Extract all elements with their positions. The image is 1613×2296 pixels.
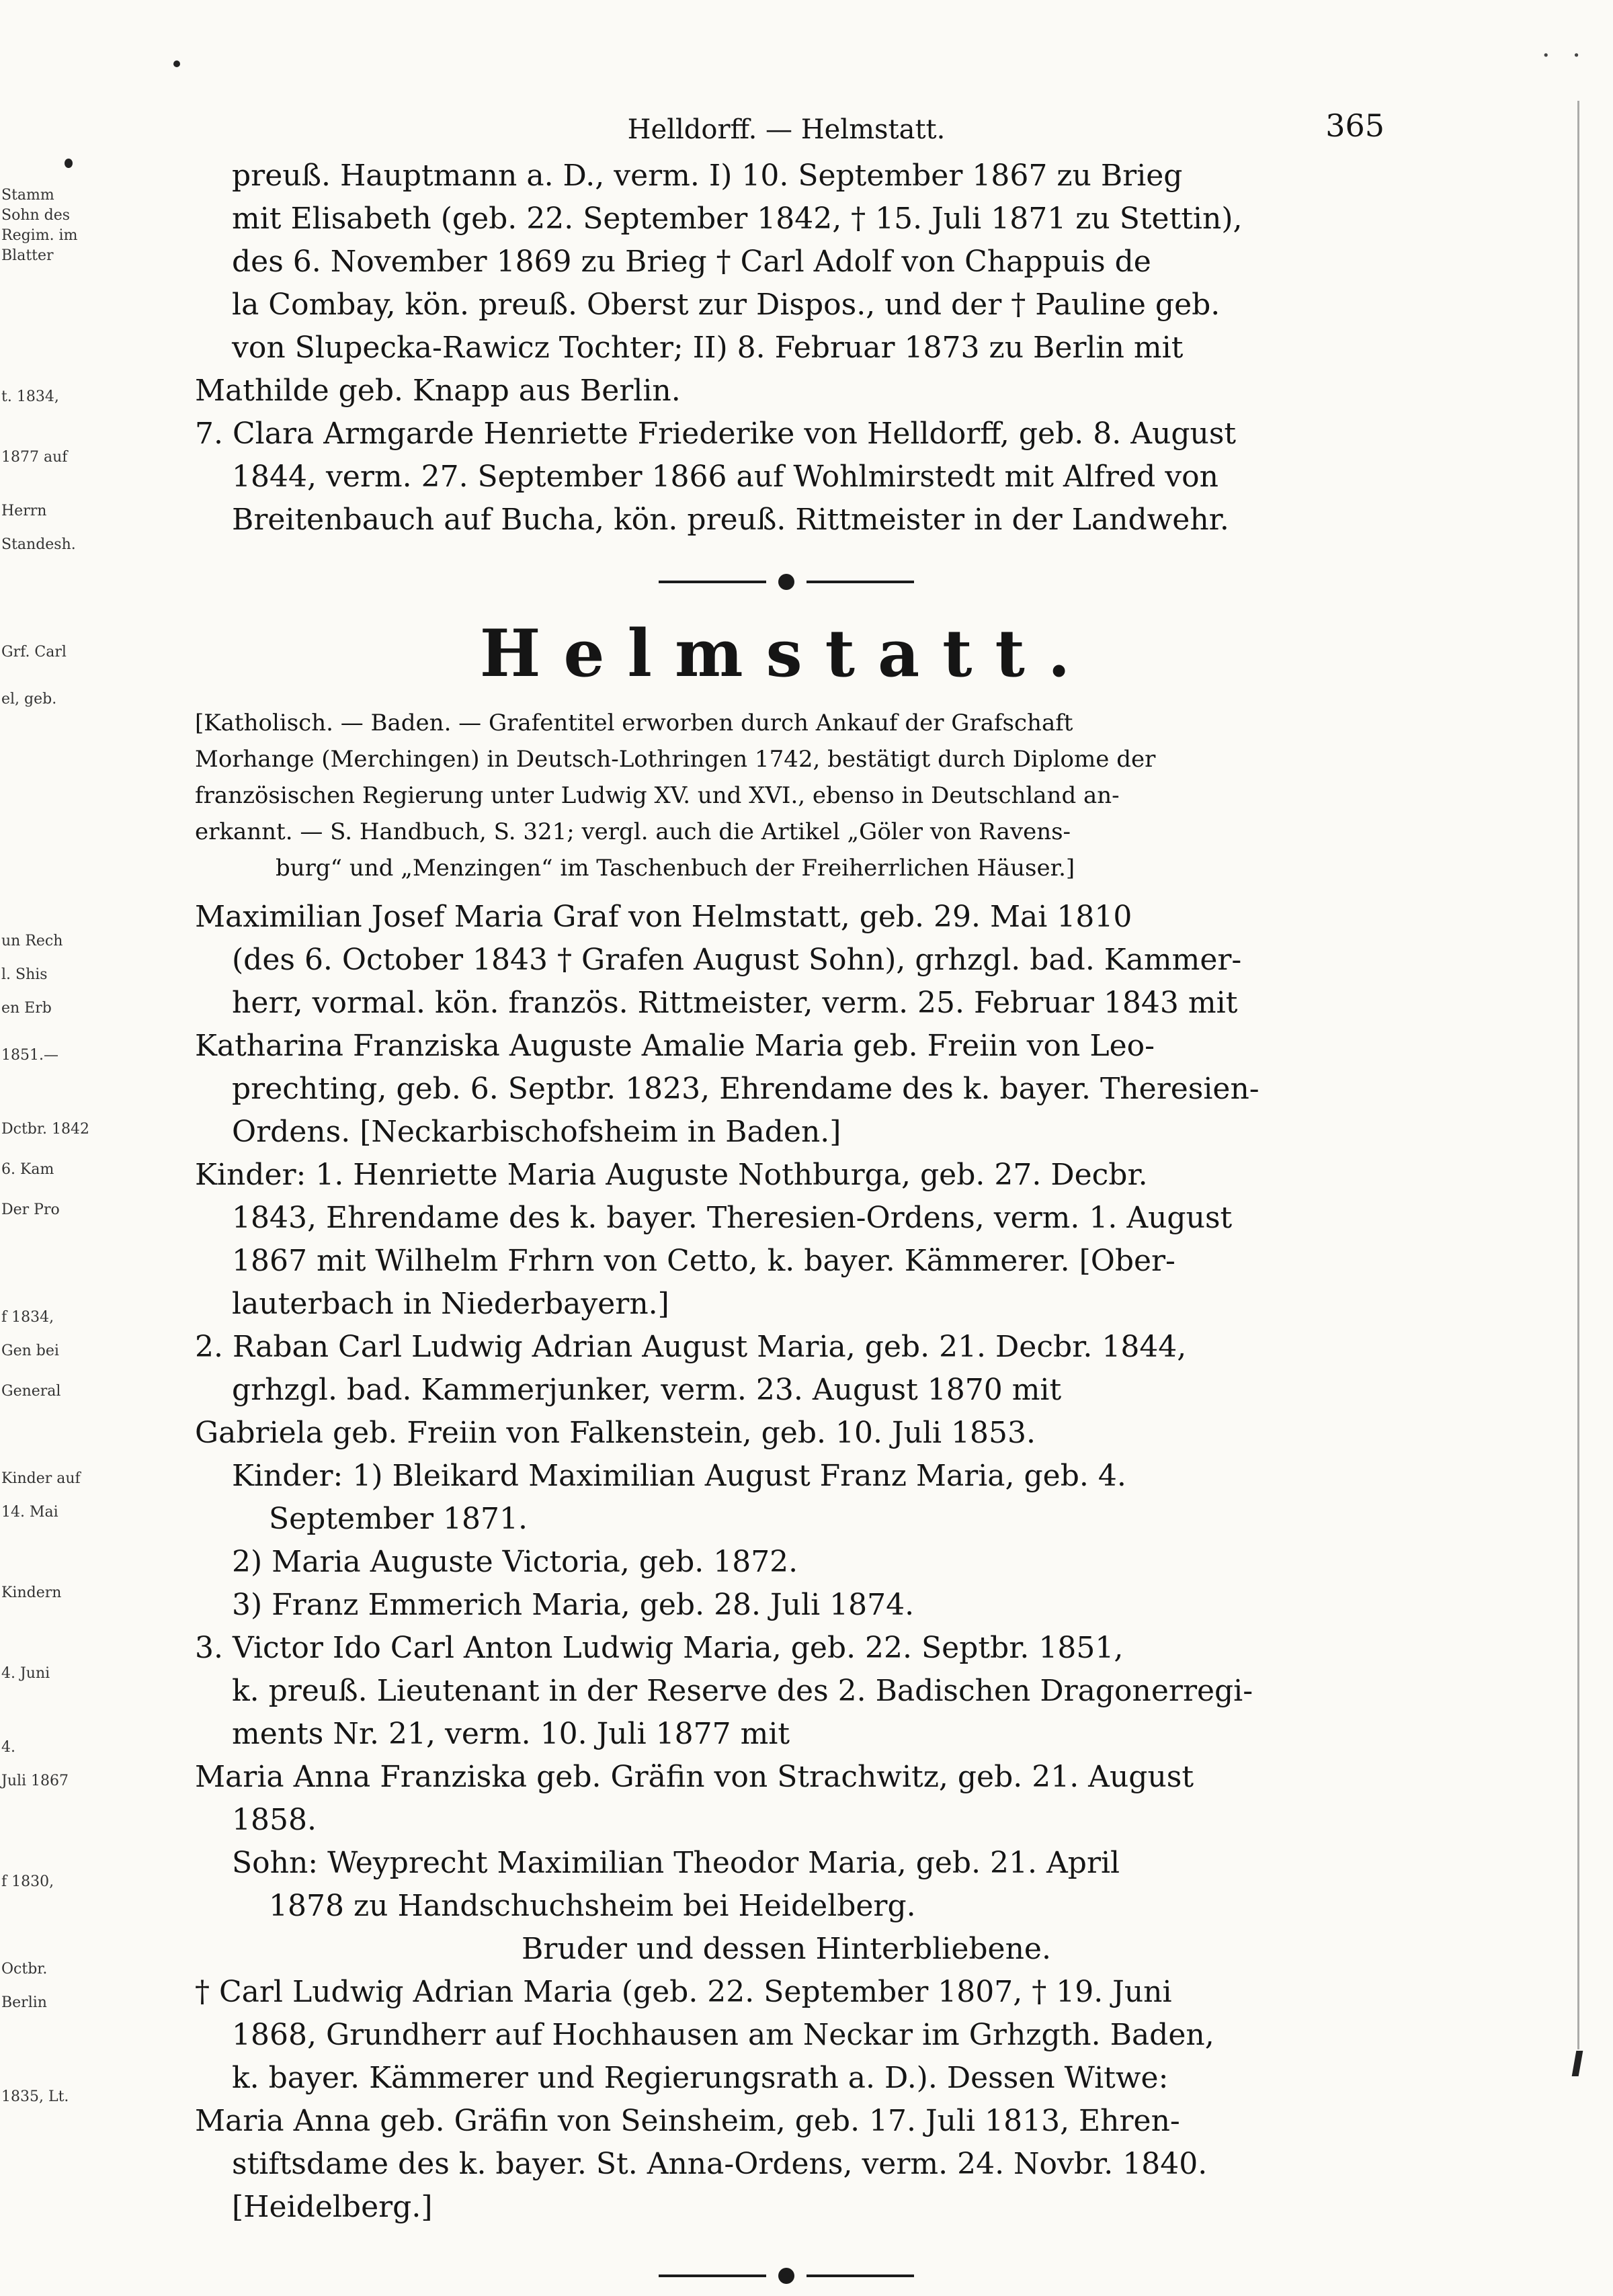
- margin-fragment: Sohn des: [1, 207, 71, 224]
- intro-line: burg“ und „Menzingen“ im Taschenbuch der Freiherrlichen Häuser.]: [276, 855, 1075, 882]
- family-title: Helmstatt.: [479, 615, 1093, 691]
- text-line: von Slupecka-Rawicz Tochter; II) 8. Februar 1873 zu Berlin mit: [232, 331, 1184, 365]
- intro-line: französischen Regierung unter Ludwig XV. und XVI., ebenso in Deutschland an-: [195, 782, 1120, 809]
- text-line: 1878 zu Handschuchsheim bei Heidelberg.: [269, 1889, 916, 1923]
- intro-line: [Katholisch. — Baden. — Grafentitel erworben durch Ankauf der Grafschaft: [195, 710, 1073, 736]
- text-line: 1868, Grundherr auf Hochhausen am Neckar im Grhzgth. Baden,: [232, 2018, 1214, 2052]
- text-line: preuß. Hauptmann a. D., verm. I) 10. September 1867 zu Brieg: [232, 159, 1183, 193]
- margin-fragment: el, geb.: [1, 691, 57, 708]
- margin-fragment: Herrn: [1, 503, 47, 519]
- section-divider: [659, 568, 914, 595]
- margin-fragment: f 1830,: [1, 1873, 54, 1890]
- margin-fragment: Dctbr. 1842: [1, 1121, 89, 1138]
- item-number: 7.: [195, 417, 223, 451]
- margin-fragment: Regim. im: [1, 227, 78, 244]
- text-line: Maria Anna geb. Gräfin von Seinsheim, geb. 17. Juli 1813, Ehren-: [195, 2104, 1180, 2138]
- margin-fragment: 1835, Lt.: [1, 2088, 69, 2105]
- text-line: Maximilian Josef Maria Graf von Helmstatt, geb. 29. Mai 1810: [195, 900, 1132, 934]
- running-title: Helldorff. — Helmstatt.: [627, 114, 946, 145]
- right-edge-line: [1577, 101, 1579, 2049]
- text-line: Kinder: 1) Bleikard Maximilian August Franz Maria, geb. 4.: [232, 1459, 1126, 1493]
- margin-fragment: Kinder auf: [1, 1470, 81, 1487]
- speck: [173, 60, 180, 67]
- text-line: Maria Anna Franziska geb. Gräfin von Strachwitz, geb. 21. August: [195, 1760, 1194, 1794]
- text-line: k. bayer. Kämmerer und Regierungsrath a. D.). Dessen Witwe:: [232, 2061, 1169, 2095]
- margin-fragment: 14. Mai: [1, 1504, 58, 1521]
- text-line: Gabriela geb. Freiin von Falkenstein, geb. 10. Juli 1853.: [195, 1416, 1036, 1450]
- end-divider: [659, 2262, 914, 2289]
- text-line: Ordens. [Neckarbischofsheim in Baden.]: [232, 1115, 841, 1149]
- text-line: mit Elisabeth (geb. 22. September 1842, † 15. Juli 1871 zu Stettin),: [232, 202, 1243, 236]
- margin-fragment: Grf. Carl: [1, 644, 67, 661]
- text-line: ments Nr. 21, verm. 10. Juli 1877 mit: [232, 1717, 790, 1751]
- text-line: 2. Raban Carl Ludwig Adrian August Maria, geb. 21. Decbr. 1844,: [195, 1330, 1187, 1364]
- text-line: Breitenbauch auf Bucha, kön. preuß. Rittmeister in der Landwehr.: [232, 503, 1229, 537]
- page-body: [195, 108, 1384, 2296]
- text-line: prechting, geb. 6. Septbr. 1823, Ehrendame des k. bayer. Theresien-: [232, 1072, 1259, 1106]
- text-line: lauterbach in Niederbayern.]: [232, 1287, 669, 1321]
- text-line: Sohn: Weyprecht Maximilian Theodor Maria, geb. 21. April: [232, 1846, 1120, 1880]
- intro-line: erkannt. — S. Handbuch, S. 321; vergl. auch die Artikel „Göler von Ravens-: [195, 818, 1071, 845]
- family-intro: [195, 705, 1378, 886]
- family-head-entry: [195, 896, 1378, 1154]
- margin-fragment: l. Shis: [1, 966, 48, 983]
- margin-fragment: Kindern: [1, 1584, 62, 1601]
- text-line: 1867 mit Wilhelm Frhrn von Cetto, k. bayer. Kämmerer. [Ober-: [232, 1244, 1175, 1278]
- margin-fragment: 1877 auf: [1, 449, 68, 466]
- text-line: 1843, Ehrendame des k. bayer. Theresien-Ordens, verm. 1. August: [232, 1201, 1233, 1235]
- margin-fragment: un Rech: [1, 933, 63, 949]
- margin-fragment: Gen bei: [1, 1343, 59, 1359]
- margin-fragment: Der Pro: [1, 1201, 60, 1218]
- margin-fragment: General: [1, 1383, 61, 1400]
- text-line: des 6. November 1869 zu Brieg † Carl Adolf von Chappuis de: [232, 245, 1151, 279]
- text-line: herr, vormal. kön. französ. Rittmeister, verm. 25. Februar 1843 mit: [232, 986, 1238, 1020]
- brother-heading: Bruder und dessen Hinterbliebene.: [522, 1932, 1051, 1966]
- text-line: grhzgl. bad. Kammerjunker, verm. 23. August 1870 mit: [232, 1373, 1062, 1407]
- text-line: Clara Armgarde Henriette Friederike von Helldorff, geb. 8. August: [232, 417, 1237, 451]
- text-line: (des 6. October 1843 † Grafen August Sohn), grhzgl. bad. Kammer-: [232, 943, 1242, 977]
- left-margin-bleed: [0, 155, 89, 2105]
- intro-line: Morhange (Merchingen) in Deutsch-Lothringen 1742, bestätigt durch Diplome der: [195, 746, 1156, 773]
- text-line: k. preuß. Lieutenant in der Reserve des 2. Badischen Dragonerregi-: [232, 1674, 1253, 1708]
- text-line: 2) Maria Auguste Victoria, geb. 1872.: [232, 1545, 798, 1579]
- brother-entry: [195, 1971, 1378, 2229]
- text-line: September 1871.: [269, 1502, 528, 1536]
- text-line: [Heidelberg.]: [232, 2190, 433, 2224]
- bottom-right-ink-mark: [1572, 2051, 1583, 2076]
- margin-fragment: Stamm: [1, 187, 54, 204]
- margin-fragment: f 1834,: [1, 1309, 54, 1326]
- text-line: 1844, verm. 27. September 1866 auf Wohlmirstedt mit Alfred von: [232, 460, 1218, 494]
- text-line: † Carl Ludwig Adrian Maria (geb. 22. September 1807, † 19. Juni: [195, 1975, 1172, 2009]
- page-number: 365: [1325, 108, 1384, 144]
- margin-fragment: 4. Juni: [1, 1665, 50, 1682]
- margin-fragment: Berlin: [1, 1994, 47, 2011]
- margin-fragment: Octbr.: [1, 1961, 48, 1978]
- margin-fragment: en Erb: [1, 1000, 52, 1017]
- text-line: Kinder: 1. Henriette Maria Auguste Nothburga, geb. 27. Decbr.: [195, 1158, 1148, 1192]
- text-line: Mathilde geb. Knapp aus Berlin.: [195, 374, 681, 408]
- margin-fragment: 1851.—: [1, 1047, 58, 1064]
- text-line: stiftsdame des k. bayer. St. Anna-Ordens, verm. 24. Novbr. 1840.: [232, 2147, 1208, 2181]
- margin-fragment: Juli 1867: [1, 1773, 69, 1789]
- margin-fragment: Blatter: [1, 247, 54, 264]
- top-right-edge-marks: · ·: [1541, 40, 1587, 71]
- speck: [65, 159, 73, 168]
- text-line: Katharina Franziska Auguste Amalie Maria geb. Freiin von Leo-: [195, 1029, 1155, 1063]
- text-line: 1858.: [232, 1803, 317, 1837]
- margin-fragment: 6. Kam: [1, 1161, 54, 1178]
- text-line: 3) Franz Emmerich Maria, geb. 28. Juli 1874.: [232, 1588, 915, 1622]
- previous-entry: [195, 155, 1378, 542]
- margin-fragment: Standesh.: [1, 536, 76, 553]
- children-entry: [195, 1154, 1378, 1928]
- text-line: la Combay, kön. preuß. Oberst zur Dispos., und der † Pauline geb.: [232, 288, 1221, 322]
- running-head: [195, 108, 1384, 155]
- text-line: 3. Victor Ido Carl Anton Ludwig Maria, geb. 22. Septbr. 1851,: [195, 1631, 1124, 1665]
- margin-fragment: t. 1834,: [1, 388, 59, 405]
- margin-fragment: 4.: [1, 1739, 15, 1756]
